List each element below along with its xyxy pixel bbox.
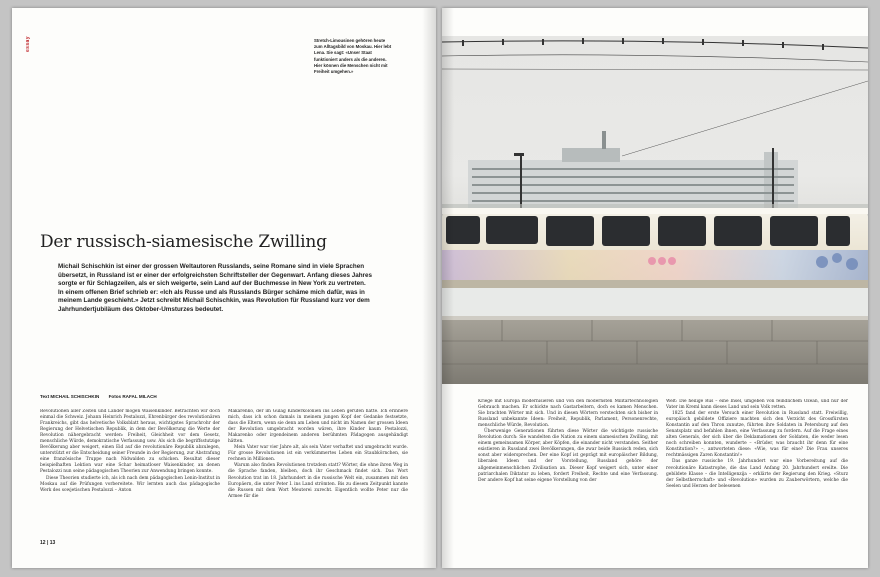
left-gutter-shadow <box>422 8 436 568</box>
paragraph: Warum also finden Revolutionen trotzdem statt? Wörter, die ohne ihren Weg in die Sprache fanden, bleiben, doch ihr Geschmack findet sich. Das Wort Revolution trat im 18. Jahrhundert in die russische Welt ein, zusammen mit den Europäern, die unter Peter I. ins Land strömten. Bis zu diesem Zeitpunkt kannte die Russen mit dem Wort Meuterei zurecht. Eigentlich wollte Peter nur die Armee für die <box>228 463 408 499</box>
right-gutter-shadow <box>442 8 454 568</box>
paragraph: Welt: Die heilige Rus – eine Insel, umgeben von feindlichem Ozean, und nur der Vater im Kreml kann dieses Land und sein Volk retten. <box>666 399 848 411</box>
body-column-2 <box>228 409 408 537</box>
section-rubric: essay <box>25 36 31 52</box>
paragraph: Kriege mit Europa modernisieren und von den modernsten Militärtechnologien Gebrauch machen. Er schickte nach Gastarbeitern, doch es kamen Menschen. Sie brachten Wörter mit sich. Und in diesen Wörtern versteckten sich bisher in Russland unbekannte Ideen: Freiheit, Republik, Parlament, Personenrechte, menschliche Würde, Revolution. <box>478 399 658 429</box>
page-numbers: 12 | 13 <box>40 540 56 546</box>
article-credits <box>40 394 165 399</box>
photo-credit: Fotos RAFAL MILACH <box>108 394 157 399</box>
paragraph: Makarenko, der im Gulag Kinderkolonien ins Leben gerufen hatte. Ich erinnere mich, dass ich schon damals in meinem jungen Kopf der Gedanke festsetzte, dass die Eltern, wenn sie denn am Leben und nicht im Namen der grossen Ideen der Revolution umgebracht worden wären, ihre Kinder kaum Pestalozzi, Makarenko oder irgendeinem anderen berühmten Pädagogen ausgehändigt hätten. <box>228 409 408 445</box>
photo-caption: Stretch-Limousinen gehören heute zum Alltagsbild von Moskau. Hier lebt Lena. Sie sagt: «Unser Staat funktioniert anders als die anderen. Hier können die Menschen nicht mit Freiheit umgehen.» <box>314 38 392 75</box>
body-column-3 <box>478 399 658 537</box>
limousine-photo-illustration <box>442 36 868 384</box>
paragraph: Mein Vater war vier Jahre alt, als sein Vater verhaftet und umgebracht wurde. Für grosse Revolutionen ist ein verkümmertes Leben ein Staubkörnchen, sie rechnen in Millionen. <box>228 445 408 463</box>
left-page <box>12 8 436 568</box>
limousine-photo <box>442 36 868 384</box>
article-title: Der russisch-siamesische Zwilling <box>40 232 327 252</box>
body-column-1 <box>40 409 220 537</box>
body-column-4 <box>666 399 848 537</box>
paragraph: Überwenige Generationen führten diese Wörter die wichtigste russische Revolution durch: Sie wandelten die Nation zu einem siamesischen Zwilling, mit einem gemeinsamen Körper, aber Köpfen, die einander nicht verstanden. Seither existieren in Russland zwei Bevölkerungen, die zwar beide Russisch reden, sich sonst aber widersprechen. Der eine Kopf ist geprägt mit europäischer Bildung, liberalen Ideen und der Vorstellung, Russland gehöre der allgemeinmenschlichen Zivilisation an. Dieser Kopf weigert sich, unter einer patriarchalen Diktatur zu leben, fordert Freiheit, Rechte und eine Verfassung. Der andere Kopf hat seine eigene Vorstellung von der <box>478 429 658 483</box>
paragraph: Revolutionen aller Zeiten und Länder mögen Waisenkinder. Betrachten wir doch einmal die Schweiz. Johann Heinrich Pestalozzi, Ehrenbürger des revolutionären Frankreichs, gibt das helvetische Volksblatt heraus, wichtigstes Sprachrohr der Regierung der Helvetischen Republik, in dem der Bevölkerung die Werte der Revolution nähergebracht werden: Freiheit, Gleichheit vor dem Gesetz, menschliche Würde, demokratische Verfassung usw. Als sich die begriffsstutzige Bevölkerung aber weigert, einen Eid auf die revolutionäre Republik abzulegen, unterstützt er die Entscheidung seiner Freunde in der Regierung, zur Abstrafung eine französische Truppe nach Nidwalden zu schicken. Resultat dieser beispielhaften Lektion war eine Schar heimatloser Waisenkinder, an denen Pestalozzi nun seine pädagogischen Theorien zur Anwendung bringen konnte. <box>40 409 220 475</box>
text-credit: Text MICHAIL SCHISCHKIN <box>40 394 100 399</box>
right-page <box>442 8 868 568</box>
paragraph: Diese Theorien studierte ich, als ich nach dem pädagogischen Lenin-Institut in Moskau auf die Prüfungen vorbereitete. Wir lernten auch das pädagogische Werk des sowjetischen Pestalozzi – Anton <box>40 475 220 493</box>
paragraph: 1825 fand der erste Versuch einer Revolution in Russland statt. Freiwillig, europäisch gebildete Offiziere machten sich den Verzicht des Grossfürsten Konstantin auf den Thron zunutze, führten ihre Soldaten in Petersburg auf den Senatsplatz und befahlen ihnen, eine Verfassung zu fordern. Auf die Frage eines alten Generals, der sich über die Deklamationen der Soldaten, die weder lesen noch schreiben konnten, wunderte – «Brüder, was braucht ihr denn für eine Konstitution?» –, antworteten diese: «Wie, was für eine? Die Frau unseres rechtmässigen Zaren Konstantin!» <box>666 411 848 459</box>
article-lead: Michail Schischkin ist einer der grossen Weltautoren Russlands, seine Romane sind in viele Sprachen übersetzt, in Russland ist er einer der erfolgreichsten Schriftsteller der Gegenwart. Anfang dieses Jahres sorgte er für Schlagzeilen, als er sich weigerte, sein Land auf der Buchmesse in New York zu vertreten. In einem offenen Brief schrieb er: «Ich als Russe und als Russlands Bürger schäme mich dafür, was in meinem Lande geschieht.» Jetzt schreibt Michail Schischkin, was Revolution für Russland kurz vor dem Jahrhundertjubiläum des Oktober-Umsturzes bedeutet. <box>58 263 373 313</box>
paragraph: Das ganze russische 19. Jahrhundert war eine Vorbereitung auf die revolutionäre Katastrophe, die das Land Anfang 20. Jahrhundert ereilte. Die gebildete Klasse – die Intelligenzija – erklärte der Regierung den Krieg. «Sturz der Selbstherrschaft» und «Revolution» wurden zu Zauberwörtern, welche die Seelen und Herzen der belesenen <box>666 459 848 489</box>
